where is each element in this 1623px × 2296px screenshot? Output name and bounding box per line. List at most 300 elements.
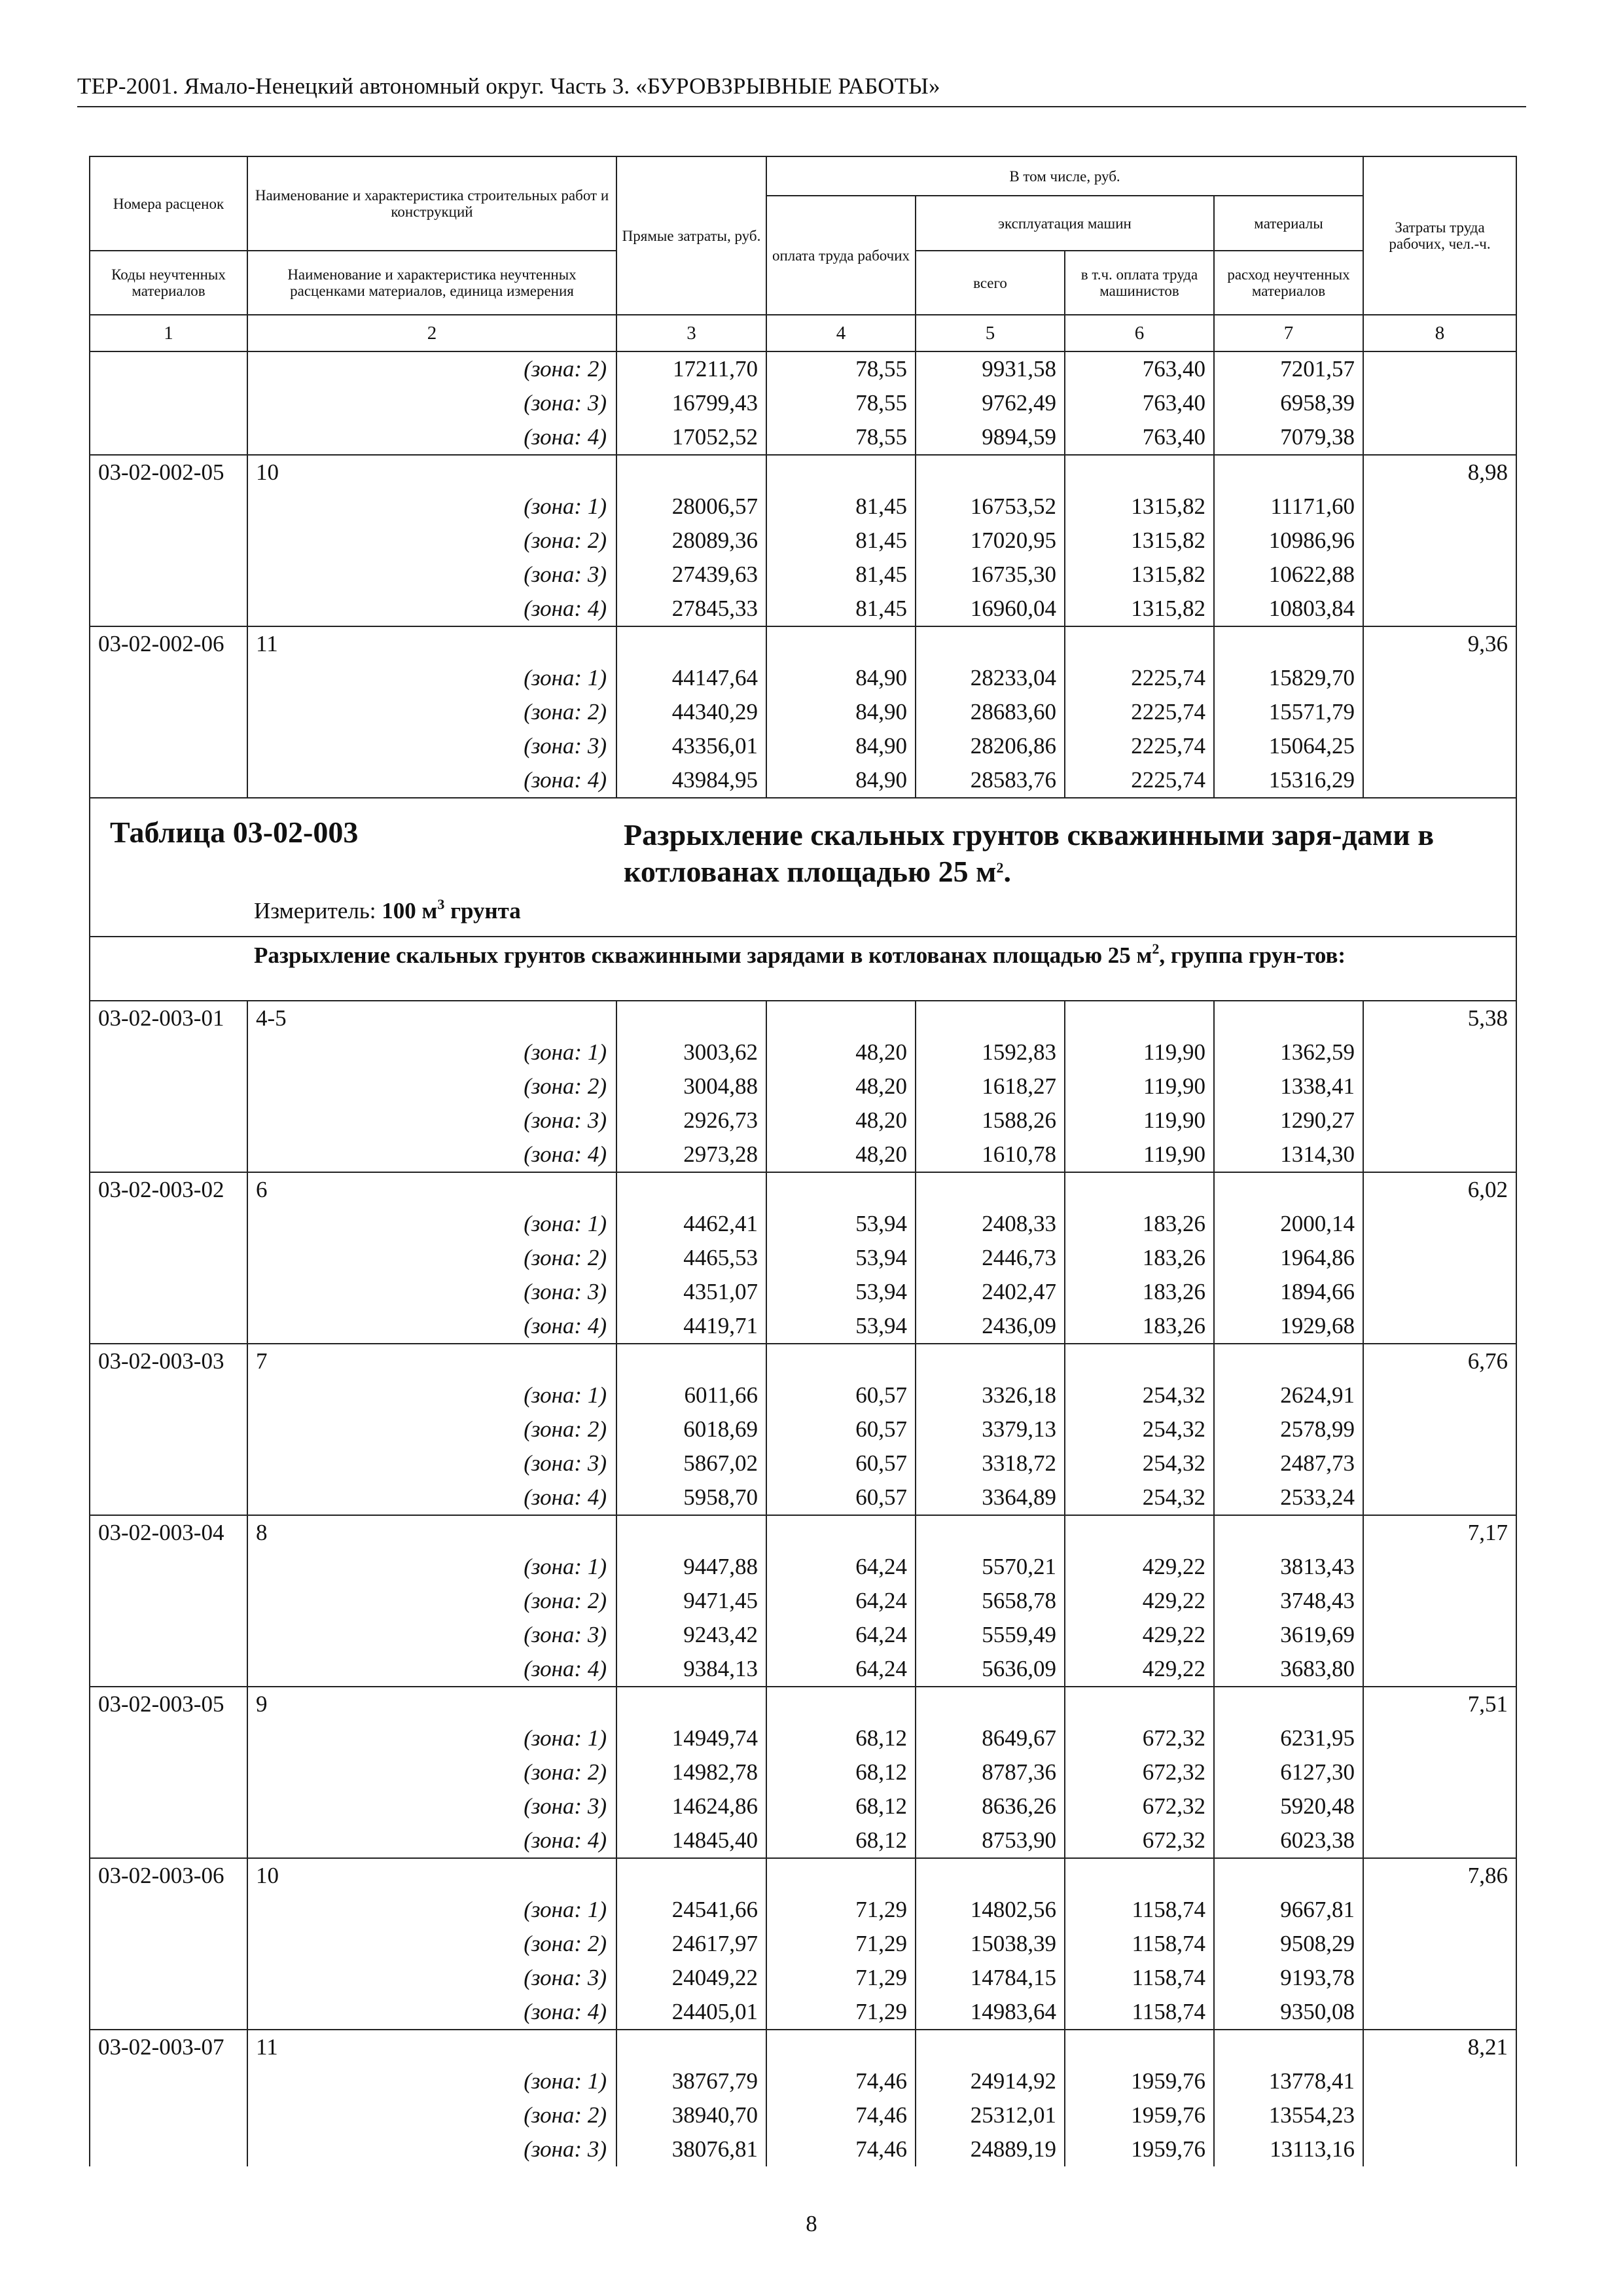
rate-header-row	[90, 1344, 1516, 1378]
machinist-pay: 429,22	[1065, 1550, 1214, 1584]
empty-cell	[90, 1035, 247, 1069]
machines-total: 5658,78	[916, 1584, 1065, 1618]
labor-cost: 8,98	[1363, 455, 1516, 490]
worker-pay: 53,94	[766, 1275, 916, 1309]
empty-cell	[1214, 1687, 1363, 1721]
column-number: 4	[766, 315, 916, 351]
zone-label: (зона: 1)	[247, 1550, 616, 1584]
machines-total: 3326,18	[916, 1378, 1065, 1412]
zone-label: (зона: 2)	[247, 1755, 616, 1789]
empty-cell	[1214, 626, 1363, 661]
machinist-pay: 429,22	[1065, 1652, 1214, 1687]
table-row	[90, 1275, 1516, 1309]
table-row	[90, 1721, 1516, 1755]
rate-code: 03-02-002-05	[90, 455, 247, 490]
empty-cell	[616, 1172, 766, 1207]
worker-pay: 64,24	[766, 1618, 916, 1652]
machinist-pay: 2225,74	[1065, 661, 1214, 695]
worker-pay: 68,12	[766, 1755, 916, 1789]
machines-total: 3364,89	[916, 1480, 1065, 1515]
direct-costs: 27439,63	[616, 558, 766, 592]
zone-label: (зона: 2)	[247, 695, 616, 729]
column-number: 2	[247, 315, 616, 351]
empty-cell	[1363, 1618, 1516, 1652]
machinist-pay: 1959,76	[1065, 2132, 1214, 2166]
machinist-pay: 254,32	[1065, 1412, 1214, 1446]
materials: 3683,80	[1214, 1652, 1363, 1687]
empty-cell	[616, 626, 766, 661]
materials: 6023,38	[1214, 1823, 1363, 1858]
machines-total: 2446,73	[916, 1241, 1065, 1275]
materials: 10803,84	[1214, 592, 1363, 626]
rate-header-row	[90, 2030, 1516, 2064]
direct-costs: 24049,22	[616, 1961, 766, 1995]
empty-cell	[90, 1412, 247, 1446]
direct-costs: 27845,33	[616, 592, 766, 626]
worker-pay: 78,55	[766, 386, 916, 420]
direct-costs: 17052,52	[616, 420, 766, 455]
empty-cell	[1065, 1687, 1214, 1721]
worker-pay: 64,24	[766, 1652, 916, 1687]
zone-label: (зона: 4)	[247, 1480, 616, 1515]
table-row	[90, 1446, 1516, 1480]
materials: 11171,60	[1214, 490, 1363, 524]
materials: 9350,08	[1214, 1995, 1363, 2030]
machines-total: 8787,36	[916, 1755, 1065, 1789]
zone-label: (зона: 4)	[247, 763, 616, 798]
rate-header-row	[90, 455, 1516, 490]
table-row	[90, 1584, 1516, 1618]
col-header-material-name: Наименование и характеристика неучтенных расценками материалов, единица измерения	[247, 251, 616, 315]
machinist-pay: 254,32	[1065, 1446, 1214, 1480]
empty-cell	[916, 1515, 1065, 1550]
col-header-materials: материалы	[1214, 196, 1363, 251]
rates-table	[89, 156, 1517, 2166]
materials: 5920,48	[1214, 1789, 1363, 1823]
empty-cell	[766, 1344, 916, 1378]
direct-costs: 17211,70	[616, 351, 766, 386]
labor-cost: 7,86	[1363, 1858, 1516, 1893]
labor-cost: 6,02	[1363, 1172, 1516, 1207]
empty-cell	[916, 1001, 1065, 1035]
empty-cell	[90, 661, 247, 695]
empty-cell	[766, 626, 916, 661]
machinist-pay: 1959,76	[1065, 2098, 1214, 2132]
col-header-direct-costs: Прямые затраты, руб.	[616, 156, 766, 315]
worker-pay: 48,20	[766, 1103, 916, 1138]
rate-code: 03-02-003-01	[90, 1001, 247, 1035]
labor-cost: 5,38	[1363, 1001, 1516, 1035]
direct-costs: 14949,74	[616, 1721, 766, 1755]
table-name: Разрыхление скальных грунтов скважинными заря-дами в котлованах площадью 25 $м^2$.	[624, 818, 1435, 888]
worker-pay: 74,46	[766, 2098, 916, 2132]
empty-cell	[1363, 661, 1516, 695]
empty-cell	[90, 1584, 247, 1618]
machines-total: 5570,21	[916, 1550, 1065, 1584]
rate-name: 10	[247, 455, 616, 490]
table-row	[90, 1069, 1516, 1103]
empty-cell	[1363, 1378, 1516, 1412]
empty-cell	[90, 2064, 247, 2098]
rate-name: 4-5	[247, 1001, 616, 1035]
materials: 15829,70	[1214, 661, 1363, 695]
materials: 1362,59	[1214, 1035, 1363, 1069]
empty-cell	[90, 351, 247, 386]
table-number: Таблица 03-02-003	[110, 816, 359, 849]
table-row	[90, 524, 1516, 558]
zone-label: (зона: 1)	[247, 1721, 616, 1755]
table-row	[90, 1961, 1516, 1995]
worker-pay: 78,55	[766, 351, 916, 386]
column-numbers-row	[90, 315, 1516, 351]
page-number: 8	[806, 2211, 817, 2236]
empty-cell	[1214, 455, 1363, 490]
labor-cost: 7,51	[1363, 1687, 1516, 1721]
empty-cell	[1363, 490, 1516, 524]
empty-cell	[1363, 1069, 1516, 1103]
empty-cell	[90, 592, 247, 626]
empty-cell	[1363, 1275, 1516, 1309]
rate-header-row	[90, 1172, 1516, 1207]
table-row	[90, 1755, 1516, 1789]
direct-costs: 4465,53	[616, 1241, 766, 1275]
materials: 6127,30	[1214, 1755, 1363, 1789]
worker-pay: 74,46	[766, 2132, 916, 2166]
direct-costs: 5867,02	[616, 1446, 766, 1480]
zone-label: (зона: 2)	[247, 1069, 616, 1103]
empty-cell	[766, 2030, 916, 2064]
col-header-material-codes: Коды неучтенных материалов	[90, 251, 247, 315]
empty-cell	[1363, 1446, 1516, 1480]
table-row	[90, 2064, 1516, 2098]
empty-cell	[1065, 1172, 1214, 1207]
table-row	[90, 695, 1516, 729]
direct-costs: 3003,62	[616, 1035, 766, 1069]
empty-cell	[1363, 1309, 1516, 1344]
empty-cell	[916, 1687, 1065, 1721]
empty-cell	[1065, 626, 1214, 661]
table-row	[90, 729, 1516, 763]
rate-name: 10	[247, 1858, 616, 1893]
direct-costs: 43356,01	[616, 729, 766, 763]
zone-label: (зона: 1)	[247, 490, 616, 524]
materials: 10986,96	[1214, 524, 1363, 558]
worker-pay: 71,29	[766, 1893, 916, 1927]
labor-cost: 9,36	[1363, 626, 1516, 661]
column-number: 3	[616, 315, 766, 351]
header-rule	[77, 106, 1526, 107]
machines-total: 9894,59	[916, 420, 1065, 455]
col-header-machines: эксплуатация машин	[916, 196, 1214, 251]
materials: 1338,41	[1214, 1069, 1363, 1103]
empty-cell	[1065, 455, 1214, 490]
table-row	[90, 386, 1516, 420]
materials: 9667,81	[1214, 1893, 1363, 1927]
direct-costs: 24405,01	[616, 1995, 766, 2030]
worker-pay: 71,29	[766, 1927, 916, 1961]
machines-total: 9762,49	[916, 386, 1065, 420]
column-number: 8	[1363, 315, 1516, 351]
table-row	[90, 1789, 1516, 1823]
zone-label: (зона: 2)	[247, 1584, 616, 1618]
empty-cell	[90, 1103, 247, 1138]
zone-label: (зона: 4)	[247, 1995, 616, 2030]
empty-cell	[1214, 1001, 1363, 1035]
labor-cost: 8,21	[1363, 2030, 1516, 2064]
materials: 2578,99	[1214, 1412, 1363, 1446]
empty-cell	[90, 524, 247, 558]
table-row	[90, 1138, 1516, 1172]
materials: 15064,25	[1214, 729, 1363, 763]
rate-code: 03-02-003-06	[90, 1858, 247, 1893]
empty-cell	[90, 729, 247, 763]
materials: 6958,39	[1214, 386, 1363, 420]
direct-costs: 14624,86	[616, 1789, 766, 1823]
empty-cell	[916, 626, 1065, 661]
table-row	[90, 1035, 1516, 1069]
empty-cell	[916, 2030, 1065, 2064]
worker-pay: 68,12	[766, 1823, 916, 1858]
machines-total: 16960,04	[916, 592, 1065, 626]
empty-cell	[1363, 420, 1516, 455]
empty-cell	[1363, 2132, 1516, 2166]
table-row	[90, 1412, 1516, 1446]
empty-cell	[616, 1858, 766, 1893]
machinist-pay: 254,32	[1065, 1378, 1214, 1412]
table-row	[90, 1618, 1516, 1652]
empty-cell	[1363, 1927, 1516, 1961]
machinist-pay: 672,32	[1065, 1789, 1214, 1823]
empty-cell	[1363, 1138, 1516, 1172]
worker-pay: 81,45	[766, 592, 916, 626]
zone-label: (зона: 3)	[247, 558, 616, 592]
empty-cell	[1363, 1995, 1516, 2030]
rate-name: 6	[247, 1172, 616, 1207]
worker-pay: 68,12	[766, 1721, 916, 1755]
table-row	[90, 420, 1516, 455]
empty-cell	[1363, 1755, 1516, 1789]
direct-costs: 2973,28	[616, 1138, 766, 1172]
empty-cell	[616, 1001, 766, 1035]
empty-cell	[90, 1480, 247, 1515]
labor-cost: 6,76	[1363, 1344, 1516, 1378]
worker-pay: 84,90	[766, 661, 916, 695]
worker-pay: 53,94	[766, 1207, 916, 1241]
empty-cell	[1363, 1961, 1516, 1995]
col-header-machinist-pay: в т.ч. оплата труда машинистов	[1065, 251, 1214, 315]
machinist-pay: 2225,74	[1065, 763, 1214, 798]
empty-cell	[766, 1858, 916, 1893]
zone-label: (зона: 3)	[247, 2132, 616, 2166]
table-row	[90, 351, 1516, 386]
empty-cell	[1363, 386, 1516, 420]
machinist-pay: 672,32	[1065, 1755, 1214, 1789]
materials: 3748,43	[1214, 1584, 1363, 1618]
machines-total: 28683,60	[916, 695, 1065, 729]
measurement-unit: Измеритель: 100 $м^3$ грунта	[254, 896, 521, 924]
materials: 15316,29	[1214, 763, 1363, 798]
machinist-pay: 1158,74	[1065, 1927, 1214, 1961]
empty-cell	[1363, 1480, 1516, 1515]
zone-label: (зона: 3)	[247, 729, 616, 763]
machines-total: 14784,15	[916, 1961, 1065, 1995]
machines-total: 24889,19	[916, 2132, 1065, 2166]
zone-label: (зона: 4)	[247, 1309, 616, 1344]
machines-total: 1592,83	[916, 1035, 1065, 1069]
machinist-pay: 1158,74	[1065, 1893, 1214, 1927]
table-row	[90, 490, 1516, 524]
direct-costs: 14845,40	[616, 1823, 766, 1858]
machines-total: 2402,47	[916, 1275, 1065, 1309]
table-row	[90, 1309, 1516, 1344]
machinist-pay: 672,32	[1065, 1721, 1214, 1755]
empty-cell	[90, 1721, 247, 1755]
zone-label: (зона: 1)	[247, 1207, 616, 1241]
machinist-pay: 119,90	[1065, 1138, 1214, 1172]
worker-pay: 53,94	[766, 1309, 916, 1344]
empty-cell	[616, 1687, 766, 1721]
worker-pay: 81,45	[766, 558, 916, 592]
empty-cell	[616, 1515, 766, 1550]
zone-label: (зона: 4)	[247, 1138, 616, 1172]
direct-costs: 28089,36	[616, 524, 766, 558]
empty-cell	[766, 1687, 916, 1721]
direct-costs: 14982,78	[616, 1755, 766, 1789]
machinist-pay: 763,40	[1065, 351, 1214, 386]
table-row	[90, 1480, 1516, 1515]
empty-cell	[90, 1069, 247, 1103]
worker-pay: 81,45	[766, 524, 916, 558]
empty-cell	[766, 1172, 916, 1207]
empty-cell	[90, 1927, 247, 1961]
worker-pay: 48,20	[766, 1035, 916, 1069]
worker-pay: 60,57	[766, 1412, 916, 1446]
direct-costs: 38940,70	[616, 2098, 766, 2132]
direct-costs: 5958,70	[616, 1480, 766, 1515]
direct-costs: 38076,81	[616, 2132, 766, 2166]
materials: 13778,41	[1214, 2064, 1363, 2098]
materials: 9508,29	[1214, 1927, 1363, 1961]
zone-label: (зона: 2)	[247, 351, 616, 386]
empty-cell	[90, 1618, 247, 1652]
empty-cell	[90, 1275, 247, 1309]
rate-name: 11	[247, 2030, 616, 2064]
materials: 1929,68	[1214, 1309, 1363, 1344]
direct-costs: 4419,71	[616, 1309, 766, 1344]
direct-costs: 16799,43	[616, 386, 766, 420]
rate-code: 03-02-003-03	[90, 1344, 247, 1378]
empty-cell	[1363, 1241, 1516, 1275]
machinist-pay: 183,26	[1065, 1207, 1214, 1241]
zone-label: (зона: 3)	[247, 1961, 616, 1995]
empty-cell	[916, 1858, 1065, 1893]
empty-cell	[90, 1241, 247, 1275]
empty-cell	[1363, 1789, 1516, 1823]
page-header: ТЕР-2001. Ямало-Ненецкий автономный округ. Часть 3. «БУРОВЗРЫВНЫЕ РАБОТЫ»	[77, 73, 940, 99]
materials: 2000,14	[1214, 1207, 1363, 1241]
table-row	[90, 2132, 1516, 2166]
rate-header-row	[90, 626, 1516, 661]
empty-cell	[1363, 1652, 1516, 1687]
materials: 1290,27	[1214, 1103, 1363, 1138]
empty-cell	[766, 455, 916, 490]
empty-cell	[1214, 2030, 1363, 2064]
table-row	[90, 763, 1516, 798]
table-row	[90, 2098, 1516, 2132]
table-subtitle: Разрыхление скальных грунтов скважинными зарядами в котлованах площадью 25 $м^2$, группа грун-тов:	[254, 941, 1346, 968]
worker-pay: 48,20	[766, 1069, 916, 1103]
empty-cell	[616, 2030, 766, 2064]
empty-cell	[1363, 1412, 1516, 1446]
rate-code: 03-02-003-07	[90, 2030, 247, 2064]
zone-label: (зона: 3)	[247, 1103, 616, 1138]
machinist-pay: 183,26	[1065, 1275, 1214, 1309]
empty-cell	[1214, 1344, 1363, 1378]
materials: 7201,57	[1214, 351, 1363, 386]
zone-label: (зона: 4)	[247, 1823, 616, 1858]
col-header-codes: Номера расценок	[90, 156, 247, 251]
empty-cell	[90, 420, 247, 455]
machines-total: 16735,30	[916, 558, 1065, 592]
machinist-pay: 1315,82	[1065, 592, 1214, 626]
table-row	[90, 1207, 1516, 1241]
empty-cell	[766, 1515, 916, 1550]
empty-cell	[90, 1893, 247, 1927]
direct-costs: 24541,66	[616, 1893, 766, 1927]
materials: 13554,23	[1214, 2098, 1363, 2132]
zone-label: (зона: 3)	[247, 1789, 616, 1823]
rate-name: 8	[247, 1515, 616, 1550]
empty-cell	[1214, 1515, 1363, 1550]
rate-name: 7	[247, 1344, 616, 1378]
machines-total: 2408,33	[916, 1207, 1065, 1241]
machines-total: 8753,90	[916, 1823, 1065, 1858]
empty-cell	[1363, 1035, 1516, 1069]
direct-costs: 4462,41	[616, 1207, 766, 1241]
materials: 2487,73	[1214, 1446, 1363, 1480]
machines-total: 5559,49	[916, 1618, 1065, 1652]
empty-cell	[90, 1446, 247, 1480]
zone-label: (зона: 3)	[247, 1275, 616, 1309]
machinist-pay: 183,26	[1065, 1241, 1214, 1275]
materials: 10622,88	[1214, 558, 1363, 592]
empty-cell	[1363, 524, 1516, 558]
empty-cell	[1363, 558, 1516, 592]
machinist-pay: 119,90	[1065, 1069, 1214, 1103]
zone-label: (зона: 1)	[247, 1035, 616, 1069]
direct-costs: 43984,95	[616, 763, 766, 798]
machines-total: 9931,58	[916, 351, 1065, 386]
empty-cell	[766, 1001, 916, 1035]
empty-cell	[1363, 1584, 1516, 1618]
zone-label: (зона: 1)	[247, 2064, 616, 2098]
empty-cell	[1065, 1001, 1214, 1035]
machines-total: 5636,09	[916, 1652, 1065, 1687]
worker-pay: 60,57	[766, 1446, 916, 1480]
zone-label: (зона: 1)	[247, 1893, 616, 1927]
machinist-pay: 672,32	[1065, 1823, 1214, 1858]
materials: 2533,24	[1214, 1480, 1363, 1515]
direct-costs: 6011,66	[616, 1378, 766, 1412]
table-row	[90, 1103, 1516, 1138]
materials: 13113,16	[1214, 2132, 1363, 2166]
worker-pay: 84,90	[766, 729, 916, 763]
direct-costs: 9447,88	[616, 1550, 766, 1584]
direct-costs: 44340,29	[616, 695, 766, 729]
machines-total: 17020,95	[916, 524, 1065, 558]
empty-cell	[1065, 2030, 1214, 2064]
direct-costs: 9384,13	[616, 1652, 766, 1687]
